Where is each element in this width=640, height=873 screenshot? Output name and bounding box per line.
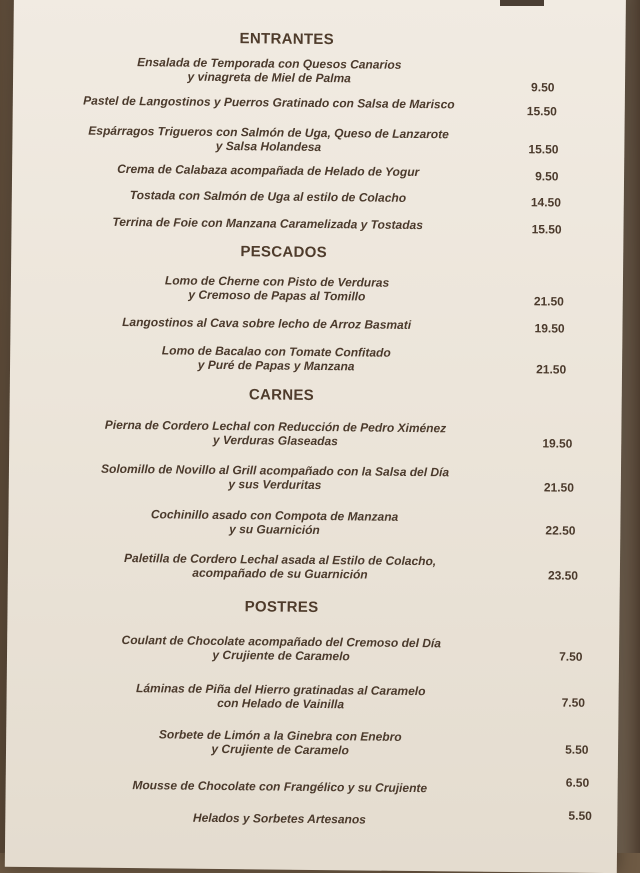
- menu-item: Crema de Calabaza acompañada de Helado de Yogur: [117, 161, 420, 180]
- menu-item-price: 15.50: [526, 104, 557, 119]
- section-title-carnes: CARNES: [248, 386, 315, 404]
- menu-item: Láminas de Piña del Hierro gratinadas al Caramelo con Helado de Vainilla: [135, 681, 426, 712]
- menu-item-price: 9.50: [535, 169, 559, 184]
- menu-item: Ensalada de Temporada con Quesos Canarios y vinagreta de Miel de Palma: [137, 55, 402, 86]
- menu-item-price: 19.50: [534, 321, 565, 336]
- menu-item: Solomillo de Novillo al Grill acompañado con la Salsa del Día y sus Verduritas: [100, 461, 450, 493]
- section-title-pescados: PESCADOS: [240, 243, 328, 262]
- menu-item: Sorbete de Limón a la Ginebra con Enebro y Crujiente de Caramelo: [158, 727, 402, 758]
- section-title-entrantes: ENTRANTES: [239, 30, 335, 49]
- menu-item: Lomo de Bacalao con Tomate Confitado y Puré de Papas y Manzana: [161, 343, 391, 374]
- menu-item-price: 19.50: [542, 436, 573, 451]
- menu-item-price: 15.50: [528, 142, 559, 157]
- menu-item-price: 14.50: [530, 195, 561, 210]
- menu-item-price: 5.50: [565, 742, 589, 757]
- menu-item: Cochinillo asado con Compota de Manzana y su Guarnición: [150, 507, 399, 538]
- menu-item: Coulant de Chocolate acompañado del Cremoso del Día y Crujiente de Caramelo: [121, 632, 442, 664]
- menu-item-price: 9.50: [531, 80, 555, 95]
- menu-item-price: 22.50: [545, 523, 576, 538]
- menu-item-price: 15.50: [531, 222, 562, 237]
- menu-item-price: 7.50: [559, 649, 583, 664]
- menu-item: Mousse de Chocolate con Frangélico y su Crujiente: [132, 778, 428, 796]
- menu-item-price: 21.50: [536, 362, 567, 377]
- menu-item-price: 6.50: [565, 775, 590, 790]
- menu-item: Paletilla de Cordero Lechal asada al Estilo de Colacho, acompañado de su Guarnición: [124, 550, 437, 582]
- menu-item-price: 23.50: [547, 568, 579, 583]
- menu-item: Pierna de Cordero Lechal con Reducción de Pedro Ximénez y Verduras Glaseadas: [104, 417, 447, 449]
- menu-item: Tostada con Salmón de Uga al estilo de Colacho: [129, 188, 407, 205]
- menu-item: Helados y Sorbetes Artesanos: [192, 810, 366, 827]
- menu-item: Pastel de Langostinos y Puerros Gratinado con Salsa de Marisco: [83, 93, 455, 112]
- menu-item: Lomo de Cherne con Pisto de Verduras y Cremoso de Papas al Tomillo: [164, 273, 390, 304]
- menu-item-price: 7.50: [561, 695, 586, 710]
- section-title-postres: POSTRES: [244, 598, 319, 617]
- menu-item-price: 21.50: [533, 294, 564, 309]
- menu-item: Espárragos Trigueros con Salmón de Uga, Queso de Lanzarote y Salsa Holandesa: [88, 123, 449, 155]
- menu-item-price: 5.50: [568, 808, 592, 823]
- menu-item: Langostinos al Cava sobre lecho de Arroz Basmati: [122, 314, 412, 332]
- menu-item: Terrina de Foie con Manzana Caramelizada y Tostadas: [112, 214, 423, 233]
- menu-item-price: 21.50: [543, 480, 575, 495]
